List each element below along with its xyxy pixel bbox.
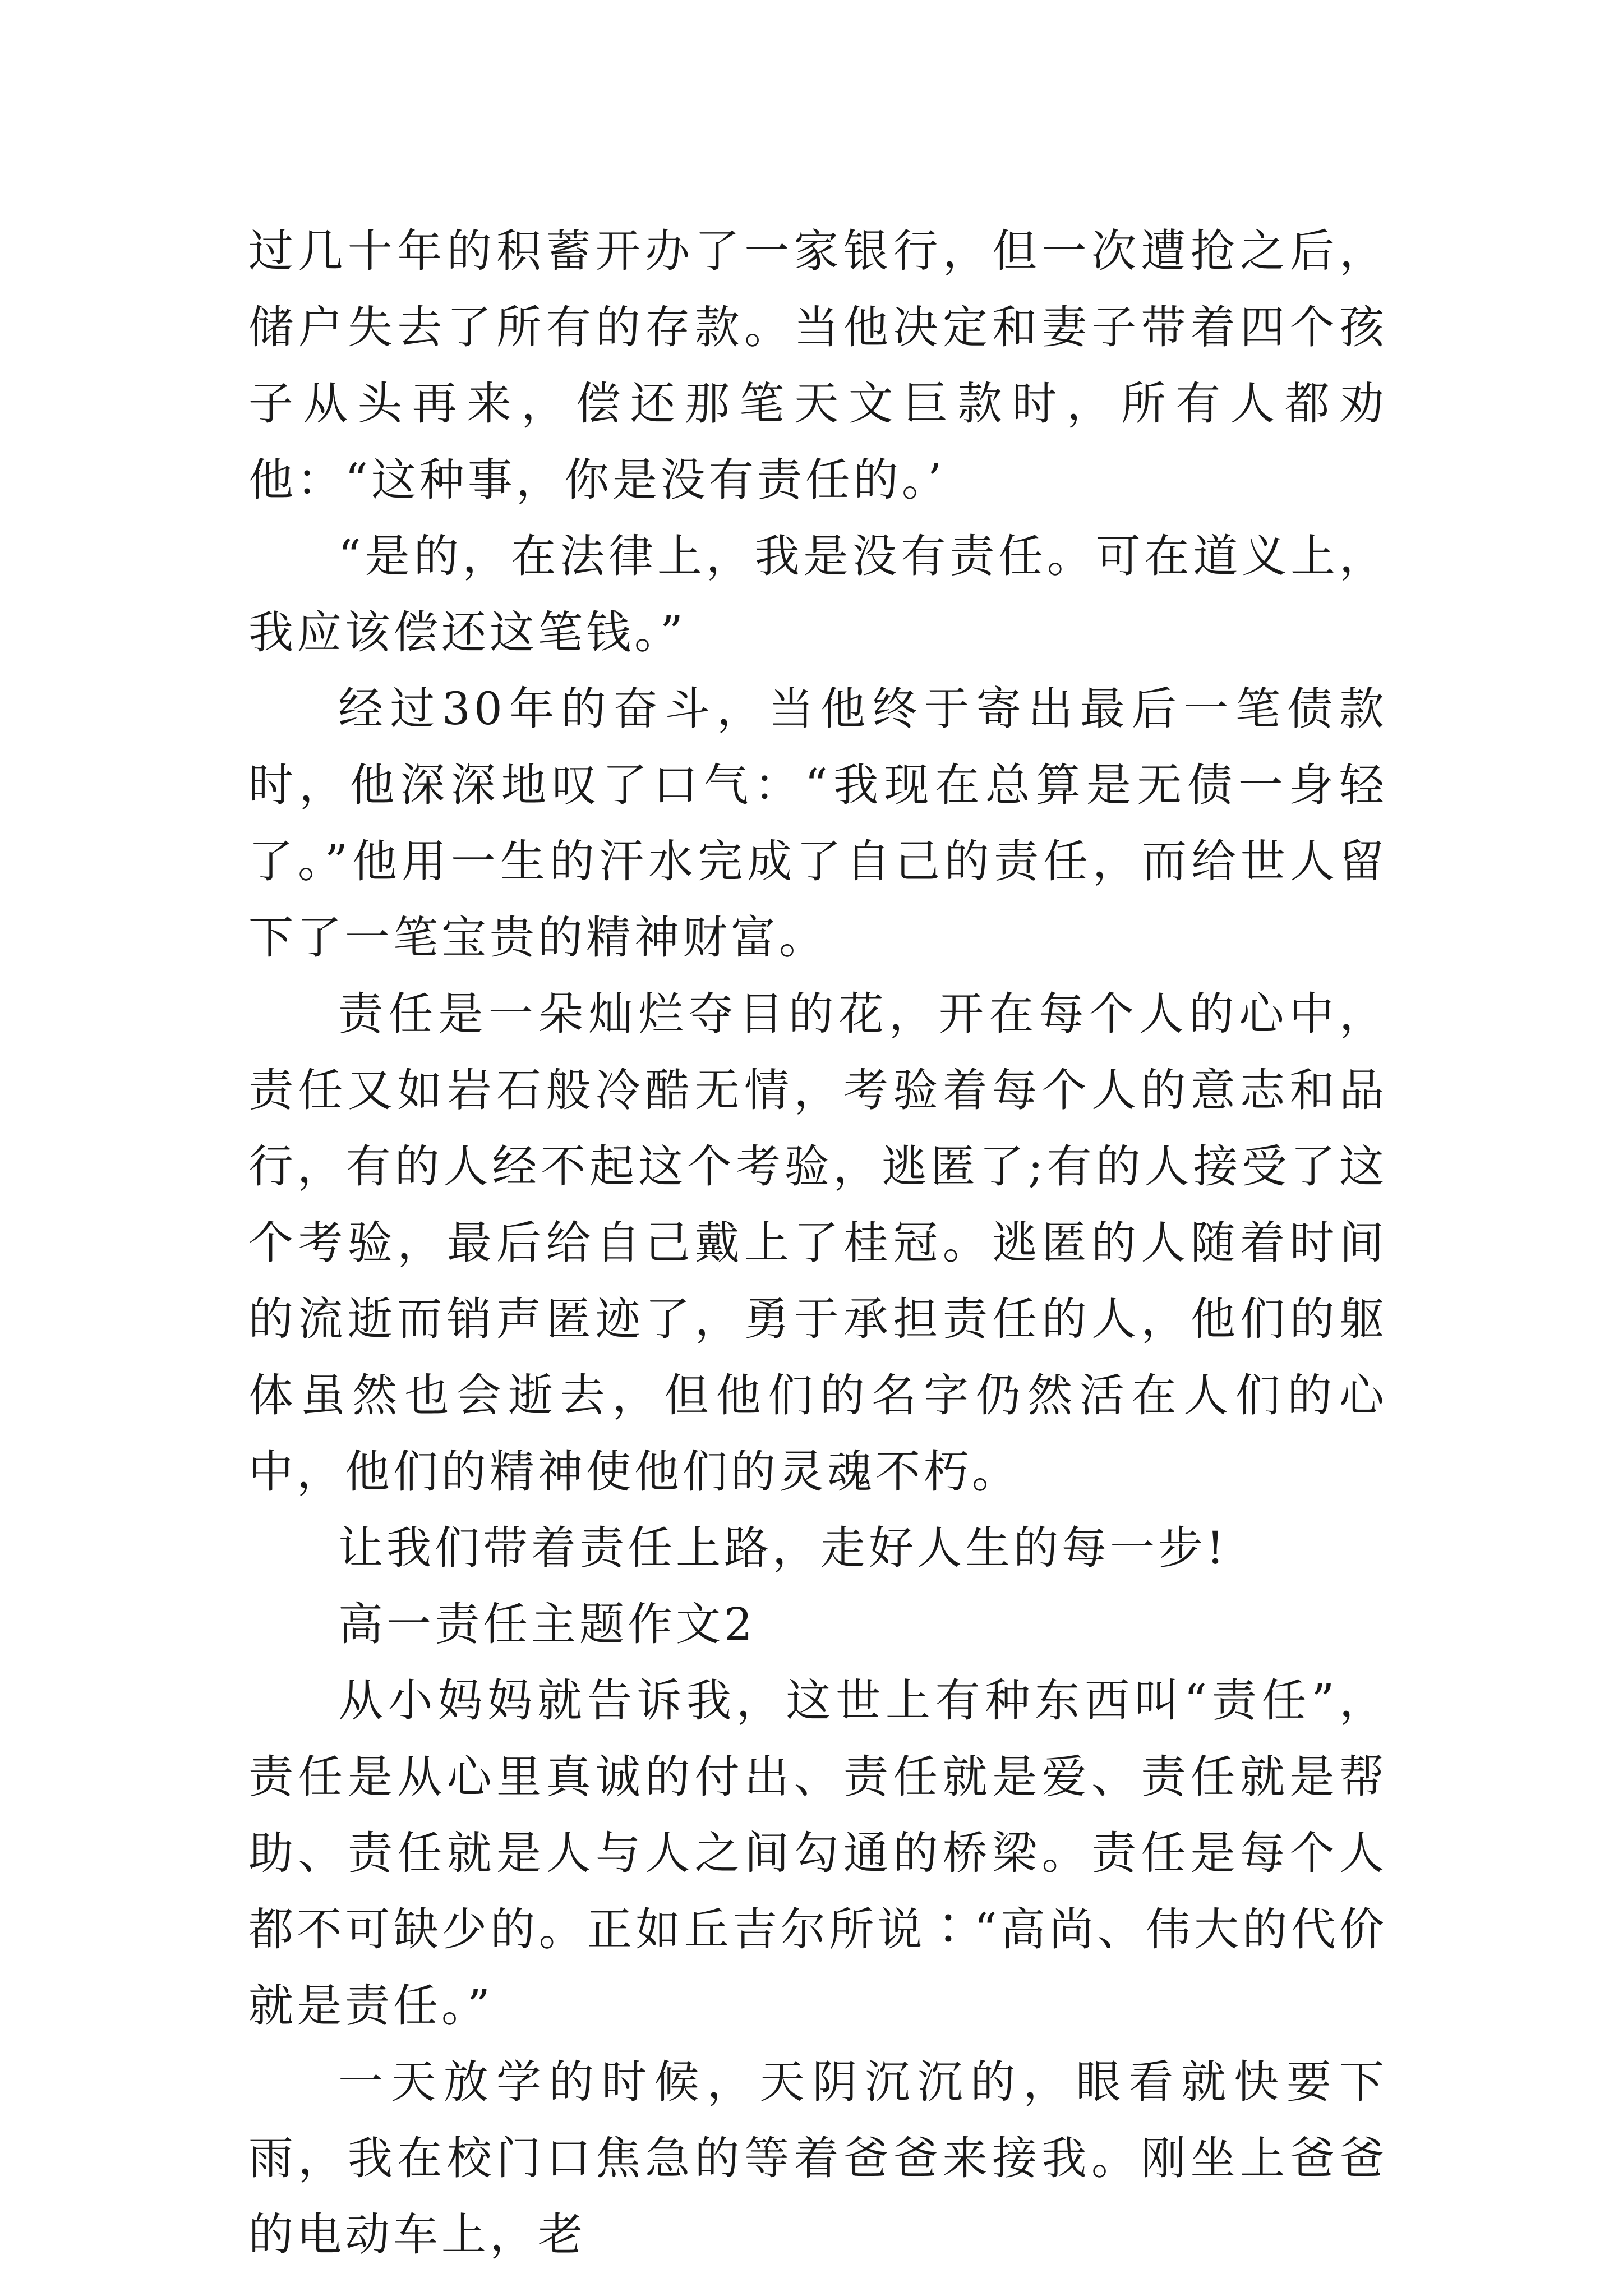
paragraph-quote-reply: “是的，在法律上，我是没有责任。可在道义上，我应该偿还这笔钱。” (248, 530, 1387, 659)
paragraph-continuation: 过几十年的积蓄开办了一家银行，但一次遭抢之后，储户失去了所有的存款。当他决定和妻子带着四个孩子从头再来，偿还那笔天文巨款时，所有人都劝他：“这种事，你是没有责任的。’ (248, 225, 1387, 506)
paragraph-thirty-years: 经过30年的奋斗，当他终于寄出最后一笔债款时，他深深地叹了口气：“我现在总算是无债一身轻了。”他用一生的汗水完成了自己的责任，而给世人留下了一笔宝贵的精神财富。 (248, 683, 1387, 964)
document-body (248, 213, 1387, 2273)
paragraph-mother-told-me: 从小妈妈就告诉我，这世上有种东西叫“责任”，责任是从心里真诚的付出、责任就是爱、责任就是帮助、责任就是人与人之间勾通的桥梁。责任是每个人都不可缺少的。正如丘吉尔所说∶“高尚、伟大的代价就是责任。” (248, 1674, 1387, 2032)
paragraph-after-school: 一天放学的时候，天阴沉沉的，眼看就快要下雨，我在校门口焦急的等着爸爸来接我。刚坐上爸爸的电动车上，老 (248, 2056, 1387, 2261)
paragraph-conclusion: 让我们带着责任上路，走好人生的每一步! (338, 1522, 1228, 1574)
paragraph-responsibility-flower: 责任是一朵灿烂夺目的花，开在每个人的心中，责任又如岩石般冷酷无情，考验着每个人的意志和品行，有的人经不起这个考验，逃匿了;有的人接受了这个考验，最后给自己戴上了桂冠。逃匿的人随着时间的流逝而销声匿迹了，勇于承担责任的人，他们的躯体虽然也会逝去，但他们的名字仍然活在人们的心中，他们的精神使他们的灵魂不朽。 (248, 988, 1387, 1498)
essay-heading: 高一责任主题作文2 (338, 1598, 756, 1650)
